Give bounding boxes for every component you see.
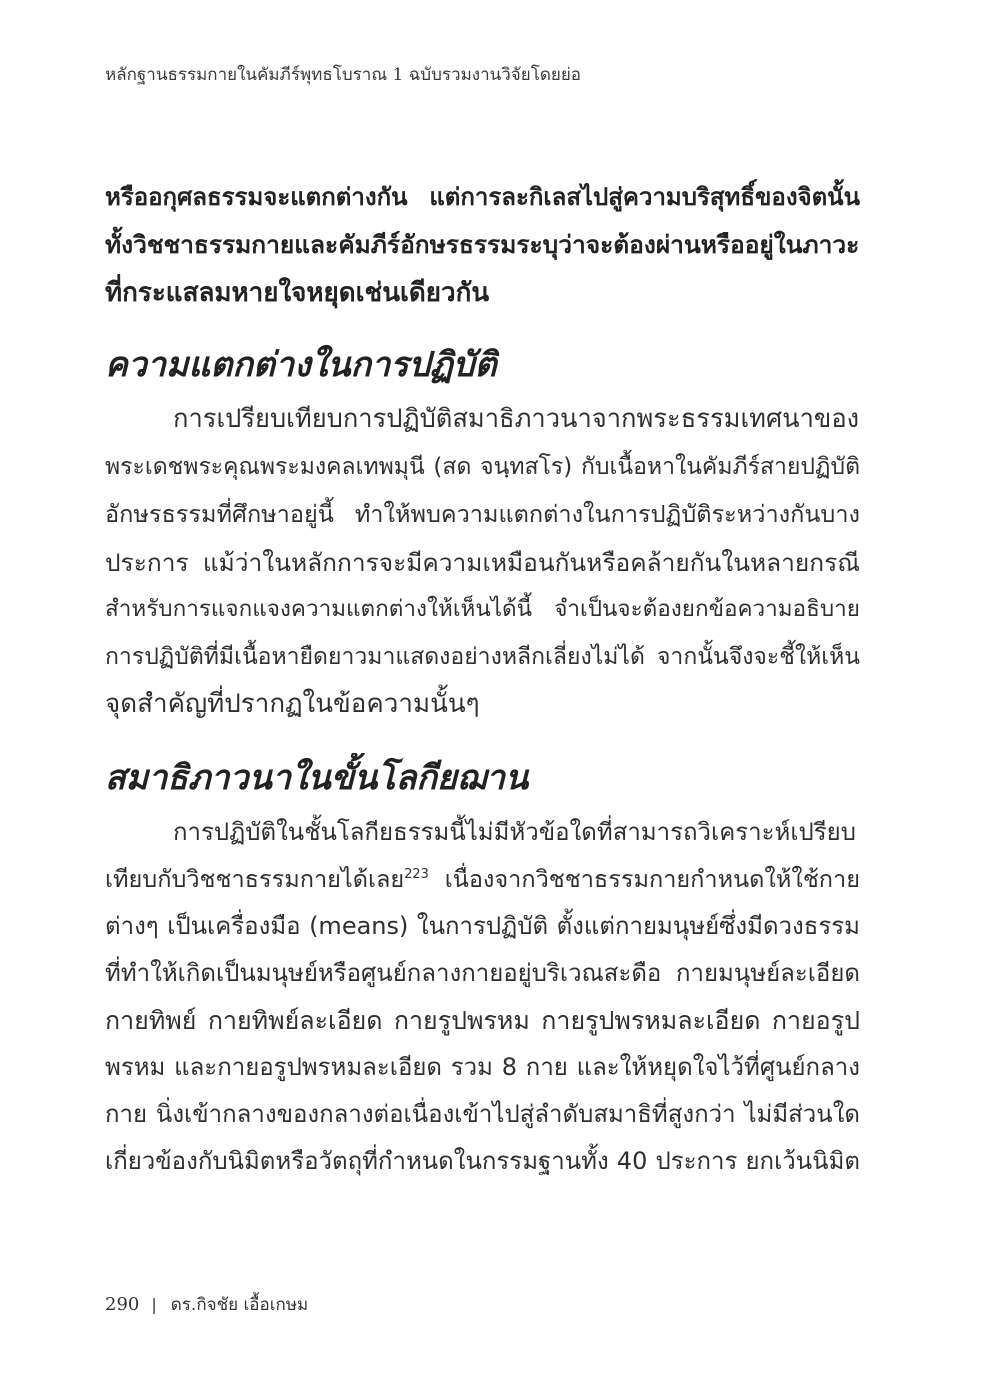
body-paragraph <box>105 396 860 729</box>
paragraph-line: อักษรธรรมที่ศึกษาอยู่นี้ ทำให้พบความแตกต่างในการปฏิบัติระหว่างกันบาง <box>105 500 860 528</box>
line-text: เทียบกับวิชชาธรรมกายได้เลย <box>105 865 405 893</box>
footnote-reference: 223 <box>404 867 429 883</box>
paragraph-line <box>105 856 860 903</box>
paragraph-line: ที่ทำให้เกิดเป็นมนุษย์หรือศูนย์กลางกายอยู่บริเวณสะดือ กายมนุษย์ละเอียด <box>105 959 860 987</box>
paragraph-line: ทั้งวิชชาธรรมกายและคัมภีร์อักษรธรรมระบุว่าจะต้องผ่านหรืออยู่ในภาวะ <box>105 230 860 259</box>
paragraph-line: หรืออกุศลธรรมจะแตกต่างกัน แต่การละกิเลสไปสู่ความบริสุทธิ์ของจิตนั้น <box>105 183 860 211</box>
paragraph-line: พรหม และกายอรูปพรหมละเอียด รวม 8 กาย และให้หยุดใจไว้ที่ศูนย์กลาง <box>105 1053 860 1081</box>
author-name: ดร.กิจชัย เอื้อเกษม <box>170 1295 309 1315</box>
running-header: หลักฐานธรรมกายในคัมภีร์พุทธโบราณ 1 ฉบับรวมงานวิจัยโดยย่อ <box>105 65 582 85</box>
paragraph-line: ประการ แม้ว่าในหลักการจะมีความเหมือนกันหรือคล้ายกันในหลายกรณี <box>105 547 860 577</box>
section-heading: ความแตกต่างในการปฏิบัติ <box>105 345 497 385</box>
paragraph-line: กาย นิ่งเข้ากลางของกลางต่อเนื่องเข้าไปสู่ลำดับสมาธิที่สูงกว่า ไม่มีส่วนใด <box>105 1100 860 1128</box>
paragraph-line: การปฏิบัติที่มีเนื้อหายืดยาวมาแสดงอย่างหลีกเลี่ยงไม่ได้ จากนั้นจึงจะชี้ให้เห็น <box>105 643 860 670</box>
paragraph-line: จุดสำคัญที่ปรากฏในข้อความนั้นๆ <box>105 689 480 719</box>
page-number: 290 <box>105 1294 140 1315</box>
paragraph-line: เกี่ยวข้องกับนิมิตหรือวัตถุที่กำหนดในกรรมฐานทั้ง 40 ประการ ยกเว้นนิมิต <box>105 1147 860 1175</box>
paragraph-line: สำหรับการแจกแจงความแตกต่างให้เห็นได้นี้ จำเป็นจะต้องยกข้อความอธิบาย <box>105 596 860 622</box>
footer-separator: | <box>151 1295 157 1314</box>
line-text: เนื่องจากวิชชาธรรมกายกำหนดให้ใช้กาย <box>428 865 860 893</box>
paragraph-line: การเปรียบเทียบการปฏิบัติสมาธิภาวนาจากพระธรรมเทศนาของ <box>173 404 860 434</box>
paragraph-line: ต่างๆ เป็นเครื่องมือ (means) ในการปฏิบัติ ตั้งแต่กายมนุษย์ซึ่งมีดวงธรรม <box>105 912 860 940</box>
paragraph-line: กายทิพย์ กายทิพย์ละเอียด กายรูปพรหม กายรูปพรหมละเอียด กายอรูป <box>105 1006 860 1035</box>
paragraph-line: ที่กระแสลมหายใจหยุดเช่นเดียวกัน <box>105 278 490 308</box>
page-footer <box>105 1292 308 1318</box>
section-heading: สมาธิภาวนาในขั้นโลกียฌาน <box>105 758 529 798</box>
paragraph-line: การปฏิบัติในชั้นโลกียธรรมนี้ไม่มีหัวข้อใดที่สามารถวิเคราะห์เปรียบ <box>173 818 856 846</box>
body-paragraph <box>105 809 860 1185</box>
paragraph-line: พระเดชพระคุณพระมงคลเทพมุนี (สด จนฺทสโร) กับเนื้อหาในคัมภีร์สายปฏิบัติ <box>105 453 860 480</box>
continuation-paragraph <box>105 173 860 317</box>
